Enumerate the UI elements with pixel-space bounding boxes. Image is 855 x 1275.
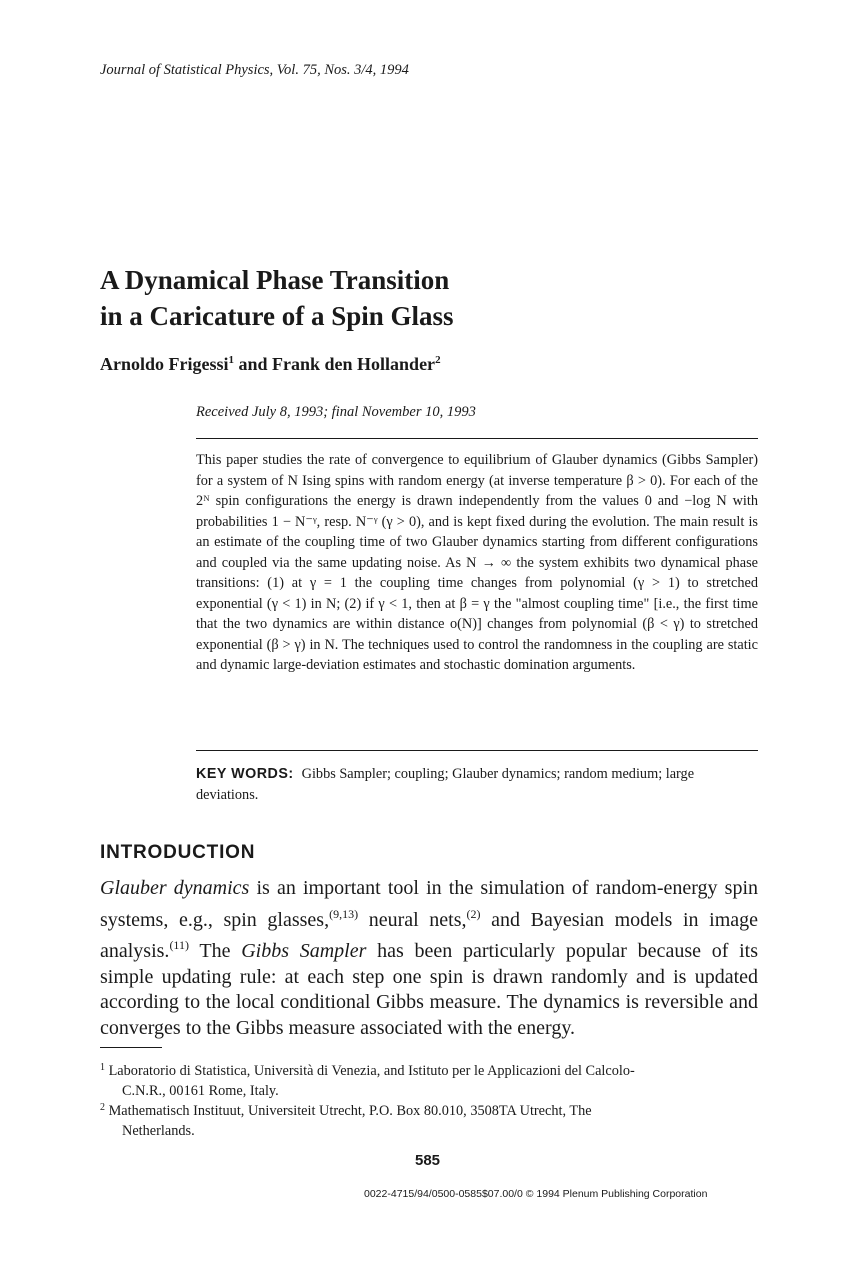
citation-ref: (11) (169, 938, 189, 953)
body-text: is an important tool in the simulation of random-energy spin systems, e.g., spin glasses, (100, 877, 758, 931)
journal-citation: Journal of Statistical Physics, Vol. 75, Nos. 3/4, 1994 (100, 62, 409, 78)
footnote-rule (100, 1047, 162, 1048)
abstract (196, 450, 758, 676)
introduction-body (100, 876, 758, 1042)
footnote-2 (100, 1098, 758, 1141)
footnote-text: Mathematisch Instituut, Universiteit Utrecht, P.O. Box 80.010, 3508TA Utrecht, The (108, 1103, 592, 1119)
footnote-continuation: C.N.R., 00161 Rome, Italy. (122, 1083, 279, 1099)
author-conjunction: and (234, 354, 273, 374)
received-dates: Received July 8, 1993; final November 10, 1993 (196, 404, 476, 420)
citation-ref: (9,13) (329, 906, 359, 921)
title-line-2: in a Caricature of a Spin Glass (100, 301, 454, 331)
affiliation-mark: 1 (228, 354, 234, 366)
footnote-1 (100, 1058, 758, 1101)
body-text: and Bayesian models in image analysis. (100, 908, 759, 963)
citation-ref: (2) (466, 906, 481, 921)
keywords-text: Gibbs Sampler; coupling; Glauber dynamics; random medium; large deviations. (196, 766, 695, 803)
footnote-mark: 1 (100, 1062, 105, 1073)
footnote-mark: 2 (100, 1102, 105, 1113)
emphasis-term: Gibbs Sampler (241, 940, 367, 963)
page-number: 585 (414, 1152, 441, 1169)
keywords-label: KEY WORDS: (196, 766, 294, 782)
emphasis-term: Glauber dynamics (100, 877, 250, 899)
author-name: Arnoldo Frigessi (100, 354, 229, 374)
abstract-text: This paper studies the rate of convergence to equilibrium of Glauber dynamics (Gibbs Sampler) for a system of N Ising spins with random energy (at inverse temperature β > 0). For each of the 2ᴺ spin configurations the energy is drawn independently from the values 0 and −log N with probabilities 1 − N⁻ᵞ, resp. N⁻ᵞ (γ > 0), and is kept fixed during the evolution. The main result is an estimate of the coupling time of two Glauber dynamics starting from different configurations and coupled via the same updating noise. As N → ∞ the system exhibits two dynamical phase transitions: (1) at γ = 1 the coupling time changes from polynomial (γ > 1) to stretched exponential (γ < 1) in N; (2) if γ < 1, then at β = γ the "almost coupling time" [i.e., the first time that the two dynamics are within distance o(N)] changes from polynomial (β < γ) to stretched exponential (β > γ) in N. The techniques used to control the randomness in the coupling are static and dynamic large-deviation estimates and stochastic domination arguments. (196, 452, 758, 673)
copyright-line: 0022-4715/94/0500-0585$07.00/0 © 1994 Plenum Publishing Corporation (364, 1188, 708, 1200)
affiliation-mark: 2 (435, 354, 441, 366)
abstract-bottom-rule (196, 750, 758, 751)
section-heading: INTRODUCTION (100, 842, 256, 863)
footnote-continuation: Netherlands. (122, 1123, 195, 1139)
footnote-text: Laboratorio di Statistica, Università di Venezia, and Istituto per le Applicazioni del Calcolo- (108, 1063, 635, 1079)
body-text: The (188, 940, 242, 963)
author-name: Frank den Hollander (272, 354, 436, 374)
body-text: neural nets, (358, 908, 467, 931)
author-list (100, 354, 441, 375)
keywords (196, 764, 758, 806)
title-line-1: A Dynamical Phase Transition (100, 265, 450, 295)
abstract-top-rule (196, 438, 758, 439)
body-text: has been particularly popular because of its simple updating rule: at each step one spin is drawn randomly and is updated according to the local conditional Gibbs measure. The dynamics is reversible and converges to the Gibbs measure associated with the energy. (100, 940, 758, 1039)
introduction-paragraph (100, 876, 758, 1042)
paper-title (100, 262, 750, 334)
